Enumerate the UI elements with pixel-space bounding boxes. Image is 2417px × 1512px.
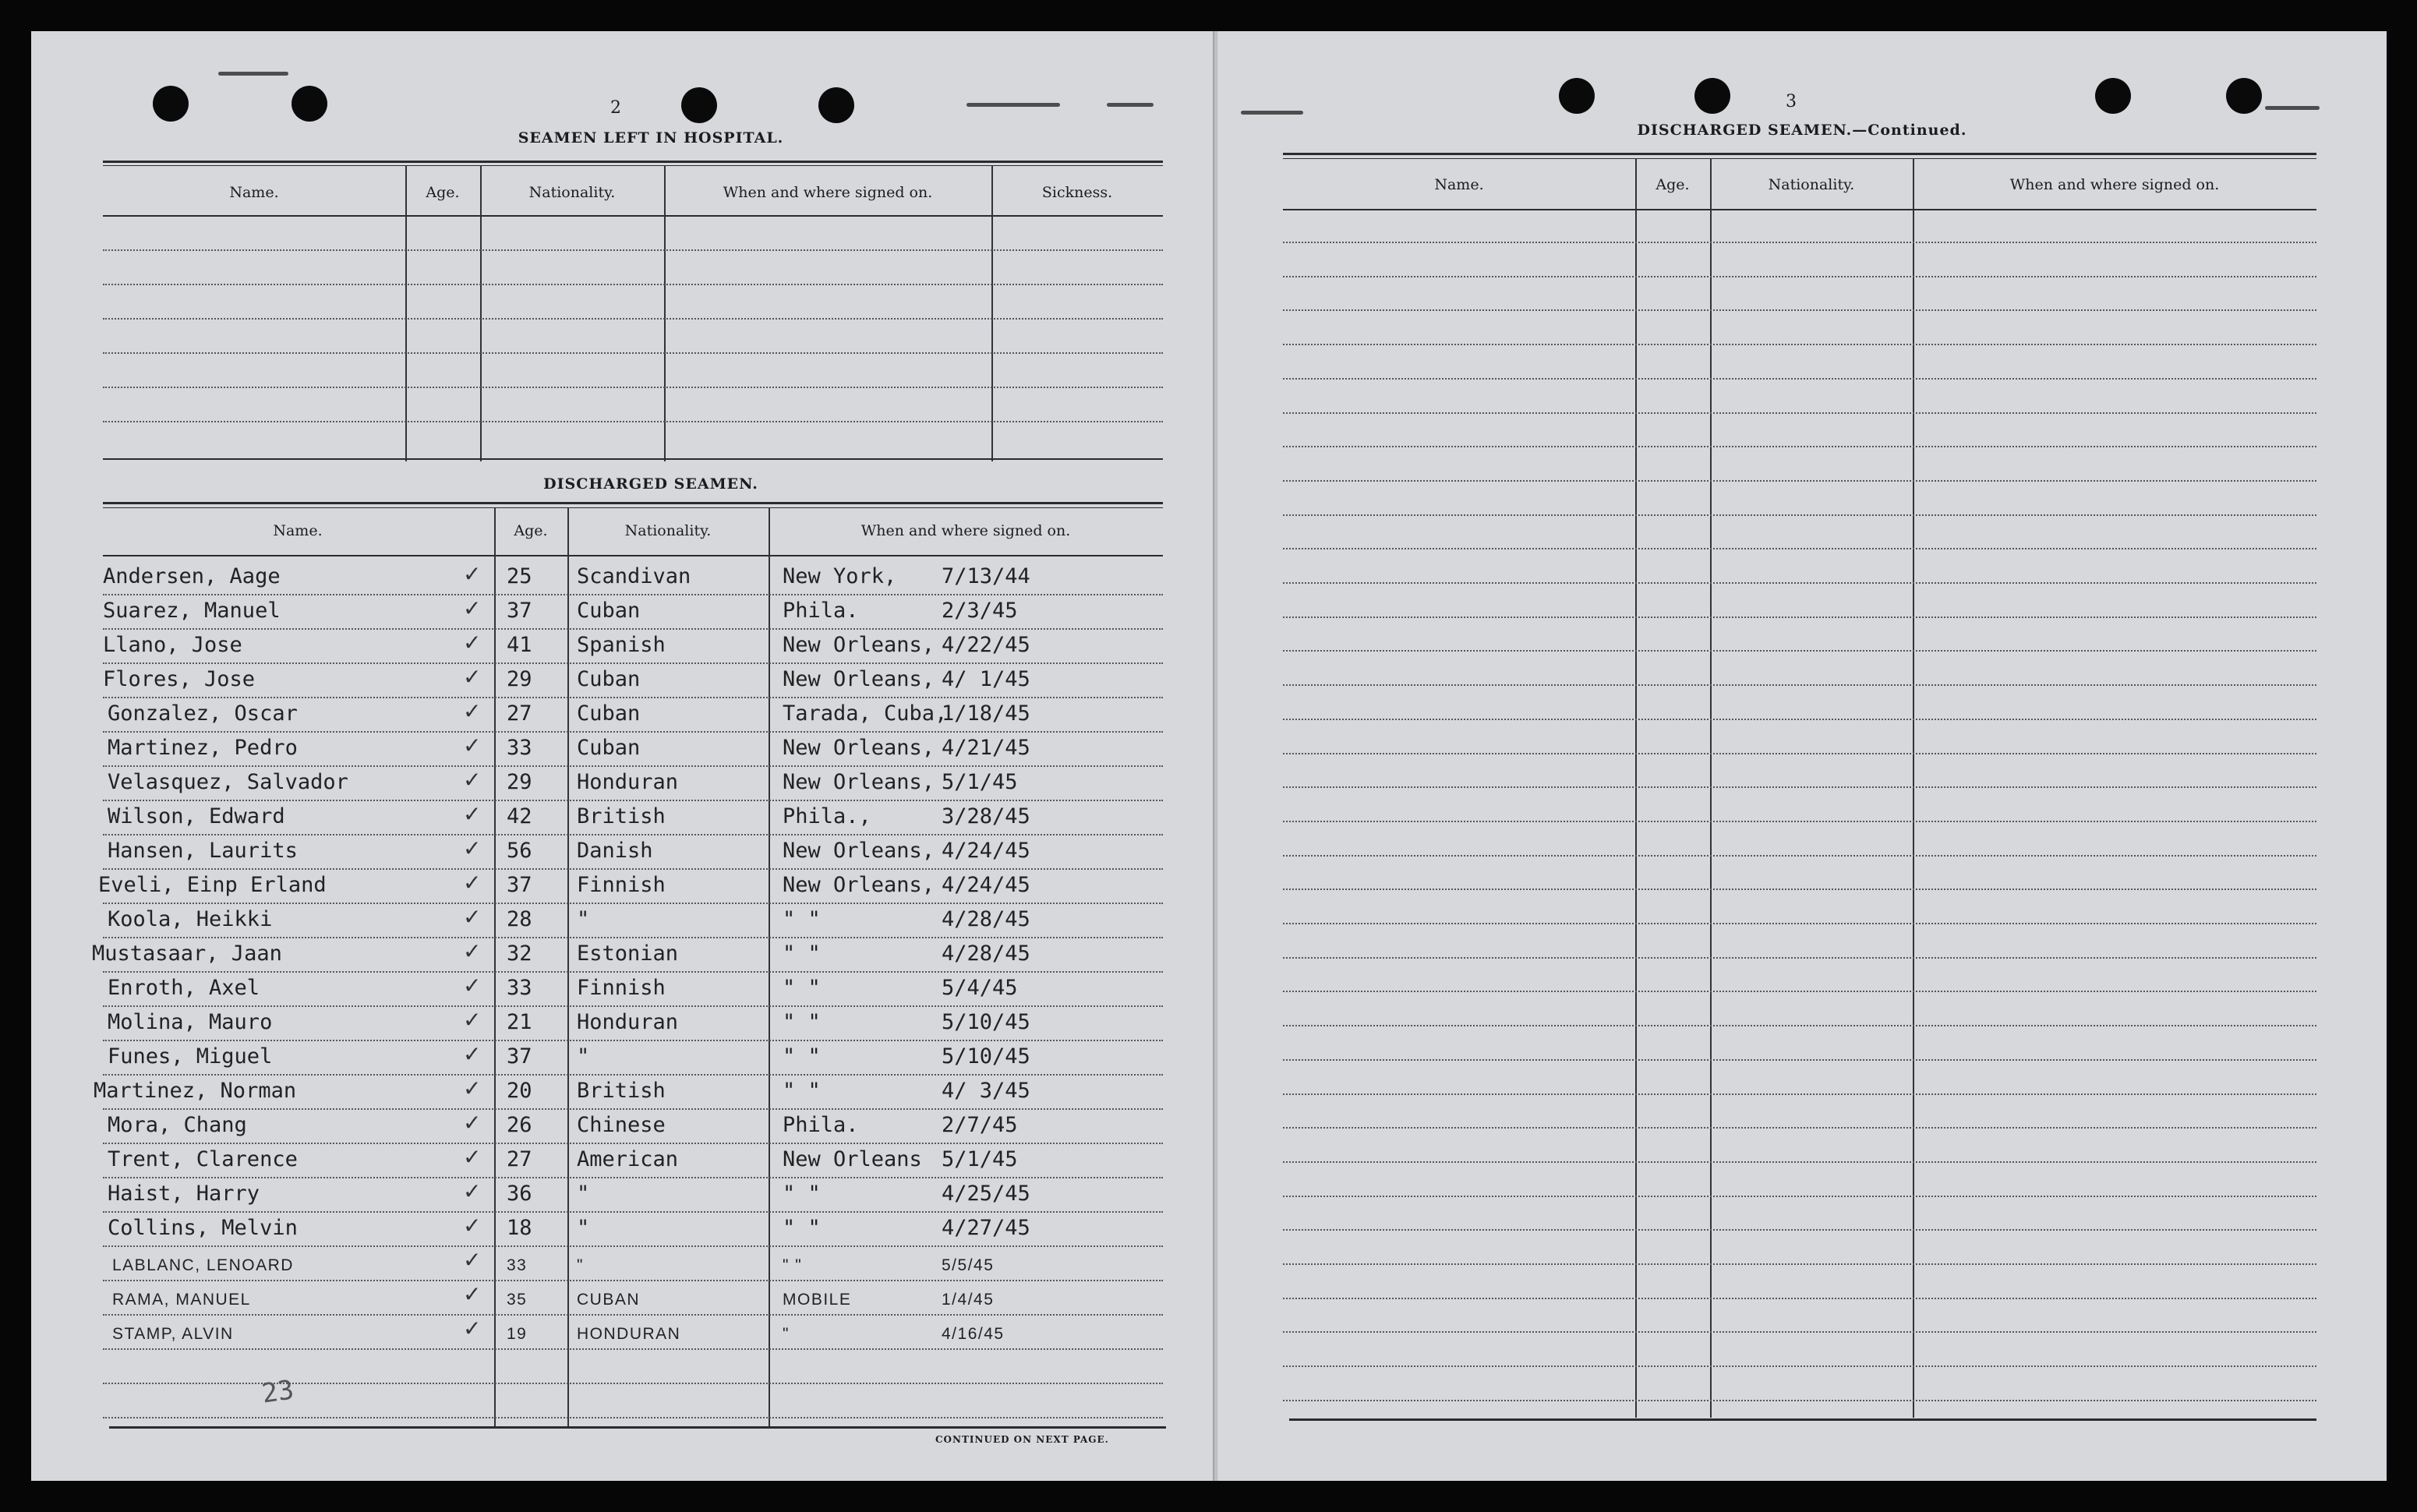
right-col-signed-on: When and where signed on. <box>2009 176 2220 193</box>
ink-smudge <box>1107 103 1154 107</box>
seaman-nationality: Cuban <box>577 701 641 726</box>
signed-on-date: 4/25/45 <box>942 1182 1030 1206</box>
seaman-name: Trent, Clarence <box>108 1147 298 1171</box>
check-mark-icon: ✓ <box>463 1007 482 1033</box>
seaman-age: 19 <box>507 1325 528 1343</box>
row-rule <box>103 1211 1163 1213</box>
right-row <box>1283 991 2316 992</box>
seaman-nationality: Finnish <box>577 976 666 1000</box>
signed-on-place: New Orleans, <box>783 873 935 897</box>
signed-on-date: 2/7/45 <box>942 1113 1018 1137</box>
check-mark-icon: ✓ <box>463 664 482 690</box>
right-row <box>1283 786 2316 788</box>
signed-on-place: " " <box>783 1216 821 1240</box>
right-row <box>1283 1025 2316 1026</box>
check-mark-icon: ✓ <box>463 1178 482 1204</box>
signed-on-date: 7/13/44 <box>942 564 1030 588</box>
right-row <box>1283 753 2316 754</box>
seaman-name: RAMA, MANUEL <box>112 1291 251 1309</box>
hospital-row <box>103 318 1163 320</box>
seaman-age: 56 <box>507 839 532 863</box>
table-rule <box>109 1426 1166 1429</box>
signed-on-place: Phila., <box>783 804 871 828</box>
signed-on-date: 3/28/45 <box>942 804 1030 828</box>
seaman-nationality: Honduran <box>577 770 679 794</box>
seaman-age: 36 <box>507 1182 532 1206</box>
table-rule <box>103 502 1163 504</box>
signed-on-place: New Orleans, <box>783 839 935 863</box>
row-rule <box>103 1108 1163 1110</box>
right-row <box>1283 1400 2316 1401</box>
right-page <box>1217 31 2387 1481</box>
punch-hole <box>292 86 327 122</box>
signed-on-place: New Orleans, <box>783 736 935 760</box>
signed-on-place: Phila. <box>783 1113 859 1137</box>
signed-on-date: 4/27/45 <box>942 1216 1030 1240</box>
row-rule <box>103 1177 1163 1178</box>
seaman-nationality: Cuban <box>577 736 641 760</box>
seaman-nationality: Danish <box>577 839 653 863</box>
row-rule <box>103 834 1163 835</box>
right-row <box>1283 514 2316 516</box>
row-rule <box>103 731 1163 733</box>
right-row <box>1283 582 2316 584</box>
table-rule <box>1289 1418 2316 1421</box>
hospital-col-nationality: Nationality. <box>528 184 616 201</box>
signed-on-date: 4/28/45 <box>942 941 1030 966</box>
right-row <box>1283 1331 2316 1333</box>
signed-on-place: New Orleans, <box>783 633 935 657</box>
right-col-name: Name. <box>1434 176 1484 193</box>
seaman-nationality: Chinese <box>577 1113 666 1137</box>
hospital-row <box>103 249 1163 251</box>
seaman-nationality: " <box>577 1044 590 1069</box>
right-row <box>1283 1161 2316 1163</box>
seaman-age: 33 <box>507 1256 528 1274</box>
check-mark-icon: ✓ <box>463 561 482 587</box>
hospital-row <box>103 284 1163 285</box>
signed-on-place: Phila. <box>783 599 859 623</box>
row-rule <box>103 971 1163 973</box>
seaman-name: Mustasaar, Jaan <box>92 941 282 966</box>
right-row <box>1283 378 2316 380</box>
signed-on-date: 5/10/45 <box>942 1044 1030 1069</box>
right-row <box>1283 616 2316 618</box>
tally-note: 23 <box>260 1374 296 1410</box>
seaman-age: 37 <box>507 599 532 623</box>
discharged-col-name: Name. <box>273 522 323 539</box>
seaman-age: 42 <box>507 804 532 828</box>
ink-smudge <box>1241 111 1303 115</box>
seaman-nationality: Cuban <box>577 599 641 623</box>
right-row <box>1283 480 2316 482</box>
signed-on-date: 5/10/45 <box>942 1010 1030 1034</box>
seaman-nationality: CUBAN <box>577 1291 641 1309</box>
table-rule <box>103 458 1163 460</box>
hospital-row <box>103 421 1163 422</box>
right-row <box>1283 855 2316 857</box>
hospital-section-title: SEAMEN LEFT IN HOSPITAL. <box>518 129 784 147</box>
seaman-name: Haist, Harry <box>108 1182 260 1206</box>
check-mark-icon: ✓ <box>463 1213 482 1238</box>
check-mark-icon: ✓ <box>463 801 482 827</box>
signed-on-place: " " <box>783 1256 803 1274</box>
right-row <box>1283 1298 2316 1299</box>
signed-on-date: 5/1/45 <box>942 770 1018 794</box>
seaman-name: Molina, Mauro <box>108 1010 273 1034</box>
seaman-age: 28 <box>507 907 532 931</box>
check-mark-icon: ✓ <box>463 835 482 861</box>
signed-on-date: 4/21/45 <box>942 736 1030 760</box>
row-rule <box>103 1245 1163 1247</box>
right-row <box>1283 957 2316 959</box>
right-row <box>1283 1196 2316 1197</box>
row-rule <box>103 662 1163 664</box>
right-row <box>1283 923 2316 924</box>
seaman-nationality: Scandivan <box>577 564 691 588</box>
seaman-age: 32 <box>507 941 532 966</box>
seaman-nationality: HONDURAN <box>577 1325 681 1343</box>
right-row <box>1283 719 2316 720</box>
row-rule <box>103 594 1163 595</box>
check-mark-icon: ✓ <box>463 1144 482 1170</box>
discharged-continued-title <box>1584 122 2020 139</box>
seaman-name: Enroth, Axel <box>108 976 260 1000</box>
seaman-age: 21 <box>507 1010 532 1034</box>
row-rule <box>103 1005 1163 1007</box>
seaman-nationality: " <box>577 1256 584 1274</box>
signed-on-date: 4/28/45 <box>942 907 1030 931</box>
column-divider <box>405 165 407 461</box>
signed-on-place: " " <box>783 941 821 966</box>
check-mark-icon: ✓ <box>463 973 482 998</box>
check-mark-icon: ✓ <box>463 1041 482 1067</box>
row-rule <box>103 1417 1163 1418</box>
seaman-age: 41 <box>507 633 532 657</box>
signed-on-place: MOBILE <box>783 1291 852 1309</box>
right-row <box>1283 276 2316 277</box>
column-divider <box>664 165 666 461</box>
right-row <box>1283 1059 2316 1061</box>
right-row <box>1283 1093 2316 1095</box>
right-row <box>1283 888 2316 890</box>
hospital-col-name: Name. <box>229 184 279 201</box>
row-rule <box>103 868 1163 870</box>
right-row <box>1283 446 2316 447</box>
row-rule <box>103 1143 1163 1144</box>
title-continued: —Continued. <box>1852 122 1967 139</box>
check-mark-icon: ✓ <box>463 938 482 964</box>
seaman-age: 35 <box>507 1291 528 1309</box>
check-mark-icon: ✓ <box>463 595 482 621</box>
punch-hole <box>2095 78 2131 114</box>
right-col-age: Age. <box>1656 176 1690 193</box>
row-rule <box>103 903 1163 904</box>
signed-on-place: " " <box>783 1044 821 1069</box>
seaman-age: 27 <box>507 701 532 726</box>
row-rule <box>103 1074 1163 1076</box>
signed-on-date: 5/4/45 <box>942 976 1018 1000</box>
seaman-nationality: Honduran <box>577 1010 679 1034</box>
right-row <box>1283 650 2316 652</box>
seaman-name: LABLANC, LENOARD <box>112 1256 294 1274</box>
signed-on-date: 5/1/45 <box>942 1147 1018 1171</box>
seaman-age: 18 <box>507 1216 532 1240</box>
table-rule <box>1283 153 2316 155</box>
signed-on-date: 4/16/45 <box>942 1325 1005 1343</box>
seaman-nationality: " <box>577 1182 590 1206</box>
row-rule <box>103 628 1163 630</box>
seaman-age: 26 <box>507 1113 532 1137</box>
table-rule <box>103 555 1163 556</box>
punch-hole <box>1559 78 1595 114</box>
seaman-name: Martinez, Pedro <box>108 736 298 760</box>
hospital-row <box>103 352 1163 354</box>
row-rule <box>103 1280 1163 1281</box>
row-rule <box>103 1040 1163 1041</box>
seaman-nationality: Estonian <box>577 941 679 966</box>
seaman-nationality: " <box>577 1216 590 1240</box>
seaman-age: 33 <box>507 736 532 760</box>
signed-on-date: 1/18/45 <box>942 701 1030 726</box>
seaman-name: Funes, Miguel <box>108 1044 273 1069</box>
row-rule <box>103 765 1163 767</box>
check-mark-icon: ✓ <box>463 1316 482 1341</box>
punch-hole <box>681 87 717 123</box>
hospital-col-age: Age. <box>426 184 460 201</box>
check-mark-icon: ✓ <box>463 1076 482 1101</box>
signed-on-place: " <box>783 1325 790 1343</box>
check-mark-icon: ✓ <box>463 733 482 758</box>
signed-on-place: " " <box>783 1182 821 1206</box>
seaman-nationality: Spanish <box>577 633 666 657</box>
discharged-col-age: Age. <box>514 522 548 539</box>
signed-on-date: 2/3/45 <box>942 599 1018 623</box>
signed-on-place: New Orleans <box>783 1147 922 1171</box>
seaman-nationality: British <box>577 1079 666 1103</box>
seaman-name: Collins, Melvin <box>108 1216 298 1240</box>
right-row <box>1283 1229 2316 1231</box>
seaman-name: Flores, Jose <box>103 667 256 691</box>
row-rule <box>103 937 1163 938</box>
signed-on-date: 4/24/45 <box>942 839 1030 863</box>
punch-hole <box>153 86 189 122</box>
table-rule <box>103 215 1163 217</box>
right-row <box>1283 412 2316 414</box>
right-col-nationality: Nationality. <box>1768 176 1855 193</box>
signed-on-date: 5/5/45 <box>942 1256 995 1274</box>
signed-on-place: New Orleans, <box>783 667 935 691</box>
signed-on-date: 4/24/45 <box>942 873 1030 897</box>
right-row <box>1283 344 2316 345</box>
punch-hole <box>2226 78 2262 114</box>
right-row <box>1283 1263 2316 1265</box>
signed-on-place: New York, <box>783 564 897 588</box>
check-mark-icon: ✓ <box>463 767 482 793</box>
seaman-nationality: Finnish <box>577 873 666 897</box>
seaman-nationality: British <box>577 804 666 828</box>
column-divider <box>991 165 993 461</box>
right-row <box>1283 821 2316 822</box>
seaman-name: Martinez, Norman <box>94 1079 297 1103</box>
signed-on-place: New Orleans, <box>783 770 935 794</box>
row-rule <box>103 800 1163 801</box>
ink-smudge <box>966 103 1060 107</box>
check-mark-icon: ✓ <box>463 698 482 724</box>
seaman-age: 37 <box>507 873 532 897</box>
right-row <box>1283 1365 2316 1367</box>
check-mark-icon: ✓ <box>463 870 482 896</box>
ink-smudge <box>2265 106 2320 110</box>
title-main: DISCHARGED SEAMEN. <box>1637 122 1853 139</box>
seaman-age: 29 <box>507 667 532 691</box>
table-rule <box>103 161 1163 163</box>
seaman-age: 37 <box>507 1044 532 1069</box>
seaman-age: 29 <box>507 770 532 794</box>
signed-on-date: 4/ 3/45 <box>942 1079 1030 1103</box>
table-rule <box>103 507 1163 508</box>
signed-on-place: " " <box>783 976 821 1000</box>
seaman-age: 20 <box>507 1079 532 1103</box>
seaman-name: Andersen, Aage <box>103 564 281 588</box>
seaman-nationality: Cuban <box>577 667 641 691</box>
hospital-col-sickness: Sickness. <box>1041 184 1113 201</box>
seaman-name: Mora, Chang <box>108 1113 247 1137</box>
check-mark-icon: ✓ <box>463 1110 482 1136</box>
hospital-col-signed-on: When and where signed on. <box>723 184 933 201</box>
seaman-name: Suarez, Manuel <box>103 599 281 623</box>
right-row <box>1283 242 2316 243</box>
check-mark-icon: ✓ <box>463 630 482 655</box>
check-mark-icon: ✓ <box>463 904 482 930</box>
seaman-age: 27 <box>507 1147 532 1171</box>
table-rule <box>103 165 1163 166</box>
table-rule <box>1283 158 2316 159</box>
seaman-name: STAMP, ALVIN <box>112 1325 234 1343</box>
check-mark-icon: ✓ <box>463 1281 482 1307</box>
signed-on-date: 4/ 1/45 <box>942 667 1030 691</box>
signed-on-place: " " <box>783 1010 821 1034</box>
seaman-age: 33 <box>507 976 532 1000</box>
seaman-nationality: " <box>577 907 590 931</box>
seaman-name: Hansen, Laurits <box>108 839 298 863</box>
right-row <box>1283 1127 2316 1129</box>
signed-on-place: " " <box>783 907 821 931</box>
left-page <box>31 31 1214 1481</box>
signed-on-date: 1/4/45 <box>942 1291 995 1309</box>
signed-on-place: Tarada, Cuba, <box>783 701 948 726</box>
punch-hole <box>818 87 854 123</box>
page-number: 3 <box>1786 92 1797 111</box>
signed-on-place: " " <box>783 1079 821 1103</box>
seaman-name: Llano, Jose <box>103 633 242 657</box>
punch-hole <box>1694 78 1730 114</box>
seaman-name: Eveli, Einp Erland <box>98 873 327 897</box>
check-mark-icon: ✓ <box>463 1247 482 1273</box>
seaman-name: Wilson, Edward <box>108 804 285 828</box>
page-number: 2 <box>610 98 621 118</box>
row-rule <box>103 697 1163 698</box>
right-row <box>1283 309 2316 311</box>
right-row <box>1283 548 2316 549</box>
seaman-name: Koola, Heikki <box>108 907 273 931</box>
seaman-name: Gonzalez, Oscar <box>108 701 298 726</box>
discharged-col-nationality: Nationality. <box>624 522 712 539</box>
column-divider <box>480 165 482 461</box>
seaman-nationality: American <box>577 1147 679 1171</box>
continued-footer: CONTINUED ON NEXT PAGE. <box>935 1434 1109 1445</box>
discharged-col-signed-on: When and where signed on. <box>860 522 1071 539</box>
table-rule <box>1283 209 2316 210</box>
hospital-row <box>103 387 1163 388</box>
seaman-name: Velasquez, Salvador <box>108 770 348 794</box>
discharged-section-title: DISCHARGED SEAMEN. <box>543 475 758 493</box>
seaman-age: 25 <box>507 564 532 588</box>
row-rule <box>103 1348 1163 1350</box>
ink-smudge <box>218 72 288 76</box>
right-row <box>1283 684 2316 686</box>
signed-on-date: 4/22/45 <box>942 633 1030 657</box>
row-rule <box>103 1314 1163 1316</box>
